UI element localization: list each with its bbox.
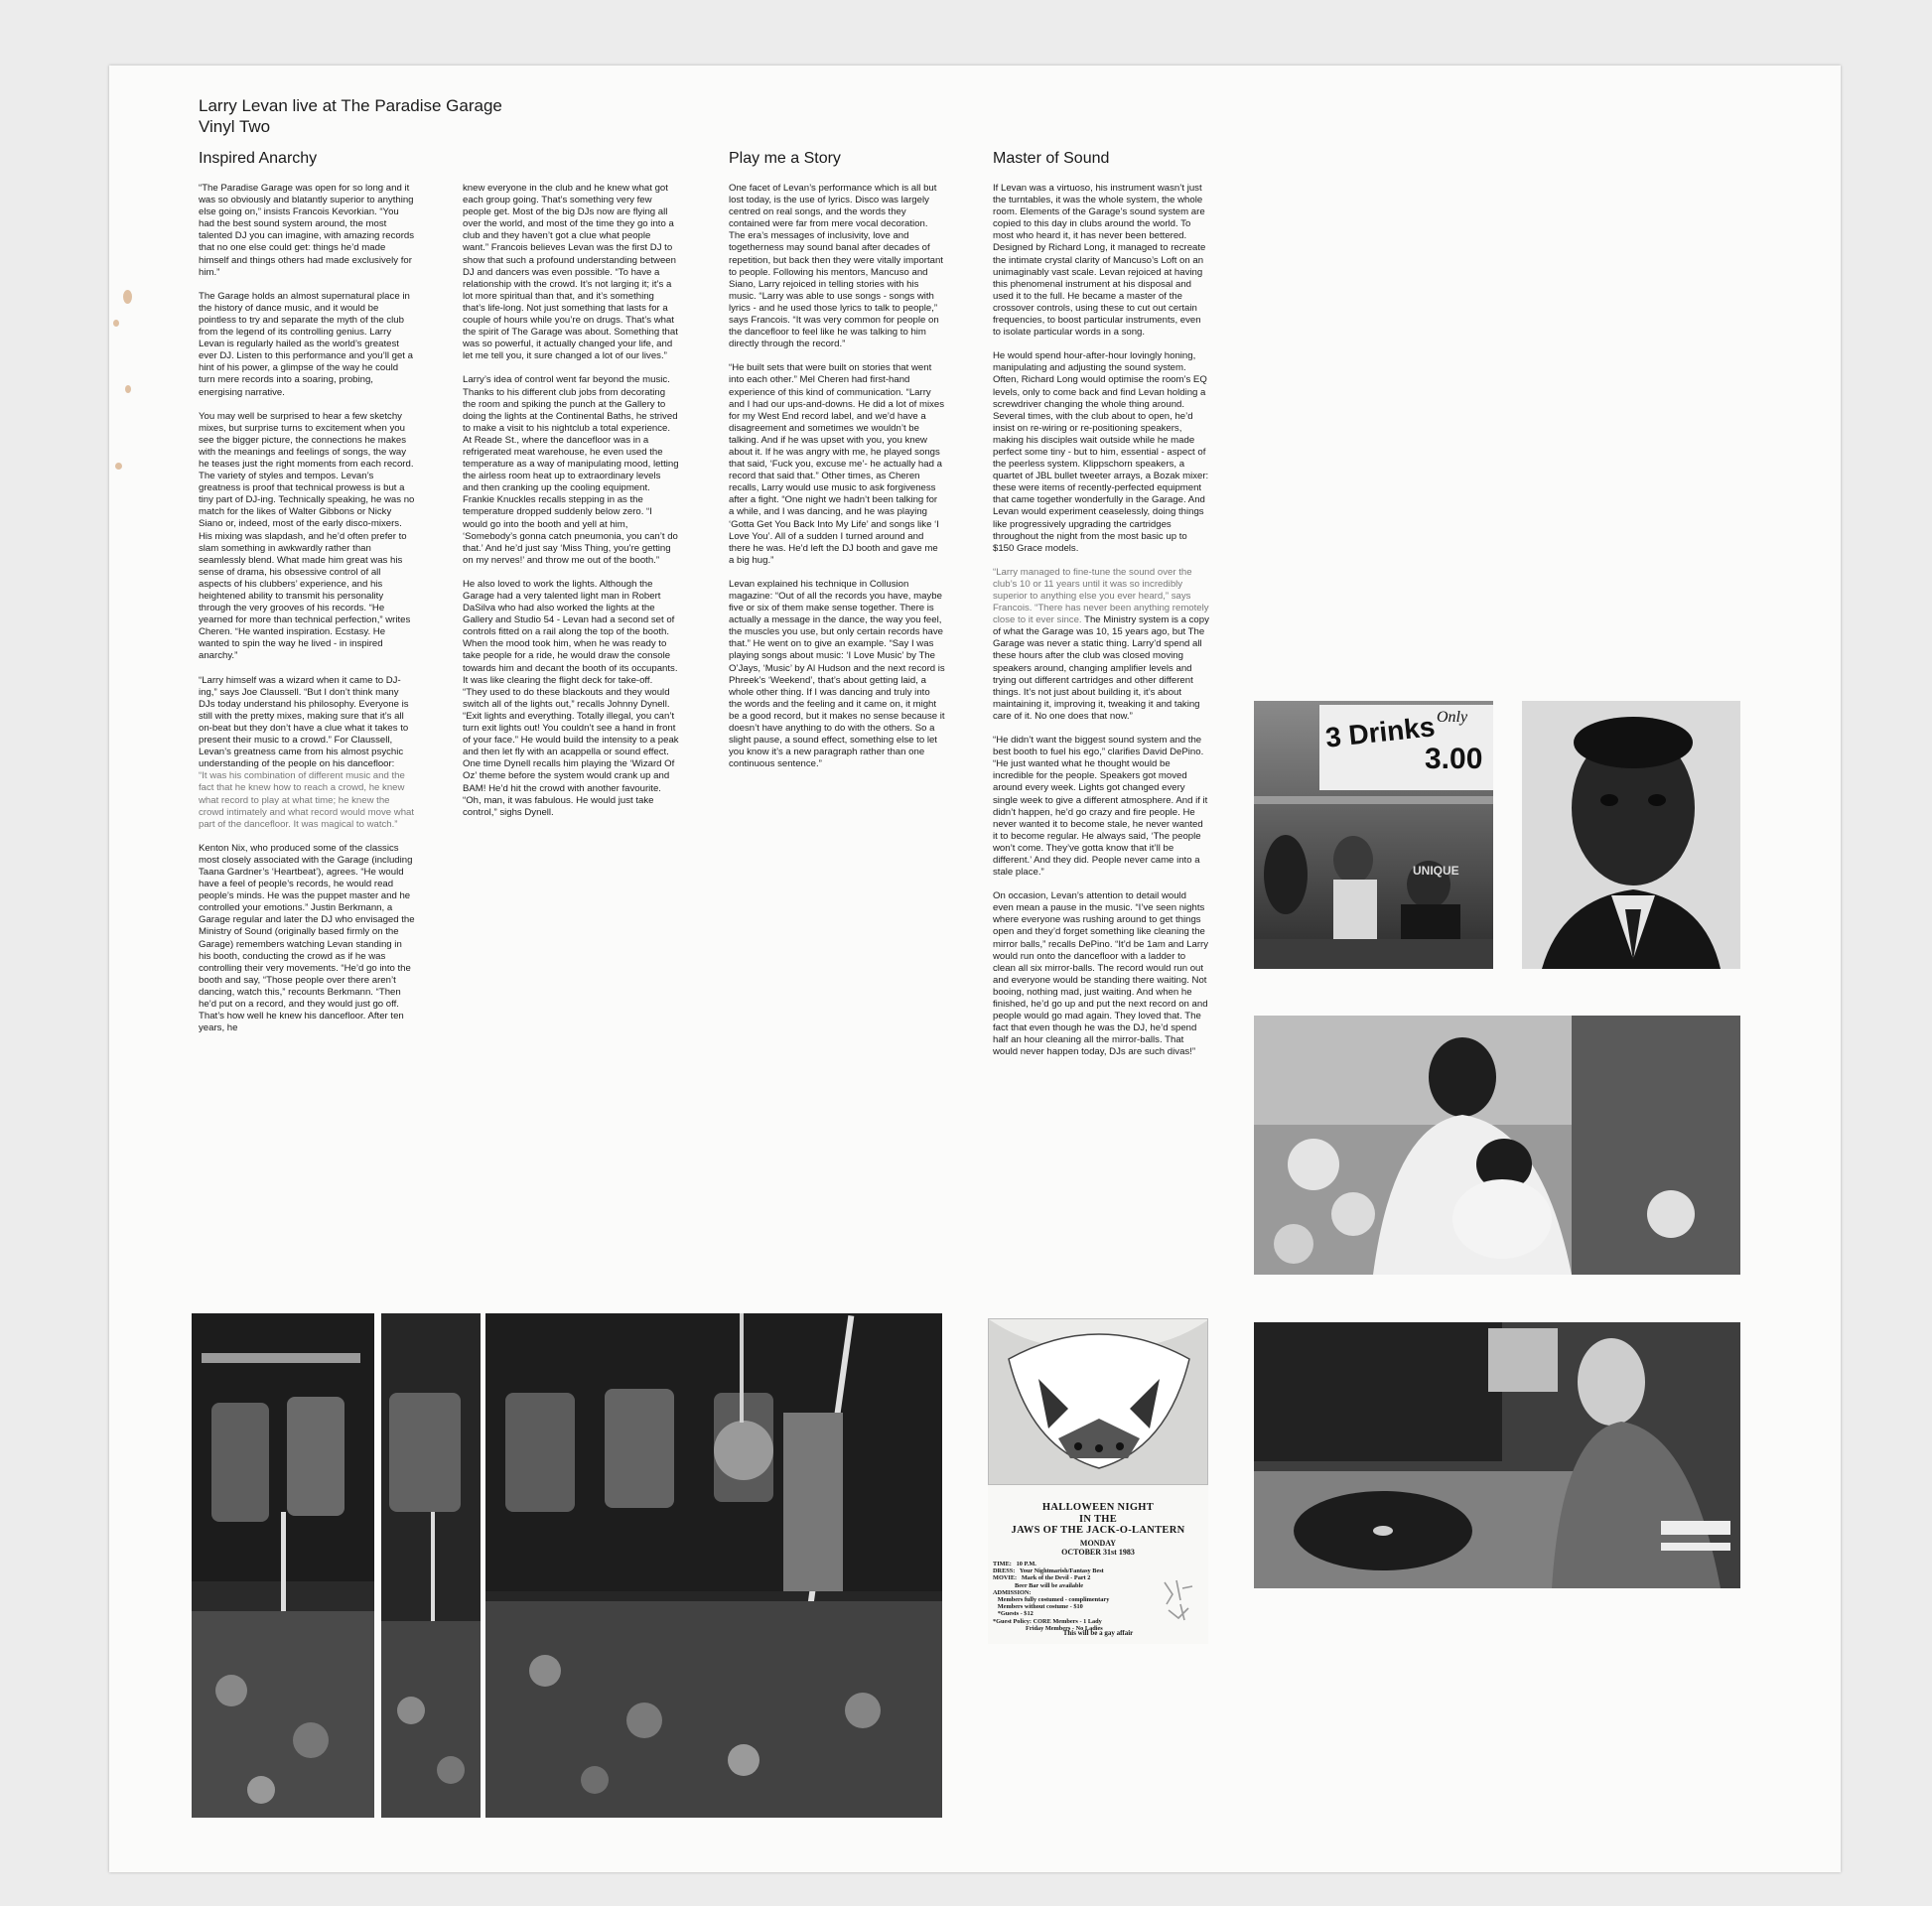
column-play-me-a-story — [729, 149, 945, 782]
photo-club-ceiling-right-art — [485, 1313, 942, 1818]
flyer-title-line3: JAWS OF THE JACK-O-LANTERN — [1011, 1525, 1185, 1536]
paragraph: Kenton Nix, who produced some of the classics most closely associated with the Garage (including Taana Gardner’s ‘Heartbeat’), agrees. “He would have a feel of people’s records, he would read people’s minds. He was the puppet master and he controlled your emotions.” Justin Berkmann, a Garage regular and later the DJ who envisaged the Ministry of Sound (originally based firmly on the Garage) remembers watching Levan standing in his booth, conducting the crowd as if he was controlling their very movements. “He’d go into the booth and say, “Those people over there aren’t dancing, watch this,” recounts Berkmann. “Then he’d put on a record, and they would just go off. That’s how well he knew his dancefloor. After ten years, he — [199, 842, 415, 1034]
flyer-detail-line: MOVIE: Mark of the Devil - Part 2 — [993, 1574, 1091, 1582]
stain-mark — [113, 320, 119, 327]
flyer-footer: This will be a gay affair — [1062, 1629, 1134, 1637]
column-master-of-sound — [993, 149, 1209, 1070]
sign-text-small: Only — [1437, 709, 1468, 726]
quote-paragraph — [993, 567, 1209, 723]
stain-mark — [115, 463, 122, 470]
flyer-detail-line: Beer Bar will be available — [993, 1581, 1084, 1589]
flyer-detail-line: DRESS: Your Nightmarish/Fantasy Best — [993, 1567, 1104, 1575]
flyer-detail-line: *Guests - $12 — [993, 1610, 1034, 1618]
album-subtitle: Vinyl Two — [199, 117, 271, 136]
flyer-title-line2: IN THE — [1078, 1513, 1118, 1525]
paragraph: Levan explained his technique in Collusion magazine: “Out of all the records you have, maybe five or six of them make sense together. There is actually a message in the dance, the way you feel, the muscles you use, but only certain records have that.” He went on to give an example. “Say I was playing songs about music: ‘I Love Music’ by The O’Jays, ‘Music’ by Al Hudson and the next record is Phreek’s ‘Weekend’, that’s about getting laid, a whole other thing. If I was dancing and truly into the words and the feeling and it came on, it might be a good record, but it makes no sense because it doesn’t have anything to do with the others. So a slight pause, a sound effect, something else to let you know it’s a new paragraph rather than one continuous sentence.” — [729, 578, 945, 770]
paragraph: One facet of Levan’s performance which is all but lost today, is the use of lyrics. Disco was largely centred on real songs, and the words they contained were far from mere vocal decoration. The era’s messages of inclusivity, love and togetherness may sound banal after decades of repetition, but back then they were vitally important to people. Following his mentors, Mancuso and Siano, Larry rejoiced in telling stories with his music. “Larry was able to use songs - songs with lyrics - and he used those lyrics to talk to people,” says Francois. “It was very common for people on the dancefloor to feel like he was talking to him directly through the record.” — [729, 183, 943, 350]
photo-mother-baby-art — [1254, 1016, 1740, 1275]
paragraph: knew everyone in the club and he knew what got each group going. That’s something very few people get. Most of the big DJs now are flying all over the world, and most of the time they go into a club and they haven’t got a clue what people want.” Francois believes Levan was the first DJ to show that such a profound understanding between DJ and dancers was even possible. “To have a relationship with the crowd. It’s not larging it; it’s a lot more spiritual than that, and it’s something that’s life-long. Not just something that lasts for a couple of hours while you’re on drugs. That’s what the spirit of The Garage was about. Something that was so powerful, it actually changed your life, and let me tell you, it sure changed a lot of our lives.” — [463, 183, 678, 362]
paragraph: “He built sets that were built on stories that went into each other.” Mel Cheren had first-hand experience of this kind of communication. “Larry and I had our ups-and-downs. He did a lot of mixes for my West End record label, and we’d have a disagreement and sometimes we wouldn’t be talking. And if he was upset with you, you knew about it. If he was angry with me, he played songs that said, ‘Fuck you, excuse me’- he actually had a record that said that.” Other times, as Cheren recalls, Larry would use music to ask forgiveness after a fight. “One night we hadn’t been talking for a while, and I was dancing, and he was playing ‘Gotta Get You Back Into My Life’ and songs like ‘I Love You’. All of a sudden I turned around and there he was. He’d left the DJ booth and gave me a big hug.” — [729, 362, 945, 566]
photo-boy-portrait — [1522, 701, 1740, 969]
photo-club-ceiling-right — [485, 1313, 942, 1818]
paragraph: He also loved to work the lights. Although the Garage had a very talented light man in Robert DaSilva who had also worked the lights at the Gallery and Studio 54 - Levan had a second set of controls fitted on a rail along the top of the booth. When the mood took him, when he was ready to take people for a ride, he would draw the console towards him and decant the booth of its occupants. It was like clearing the flight deck for take-off. “They used to do these blackouts and they would switch all of the lights out,” recalls Johnny Dynell. “Exit lights and everything. Totally illegal, you can’t turn exit lights out! You couldn’t see a hand in front of your face.” He would build the intensity to a peak and then let fly with an acappella or sound effect. One time Dynell recalls him playing the ‘Wizard Of Oz’ theme before the system would crank up and BAM! He’d hit the crowd with another favourite. “Oh, man, it was fabulous. He would just take control,” sighs Dynell. — [463, 578, 679, 818]
flyer-detail-line: Friday Members - No Ladies — [993, 1624, 1103, 1632]
paragraph: “He didn’t want the biggest sound system and the best booth to fuel his ego,” clarifies David DePino. “He just wanted what he thought would be incredible for the people. Speakers got moved around every week. Lights got changed every single week to give a different atmosphere. And if it didn’t happen, he’d go crazy and fire people. He never wanted it to become stale, he never wanted it to become regular. He always said, ‘The people won’t come. They’ve gotta know that it’ll be different.’ And they did. People never came into a stale place.” — [993, 735, 1208, 879]
stain-mark — [125, 385, 131, 393]
flyer-title — [988, 1502, 1208, 1537]
flyer-detail-line: Members fully costumed - complimentary — [993, 1596, 1110, 1604]
sign-text-main: 3 Drinks — [1323, 711, 1437, 753]
flyer-title-line1: HALLOWEEN NIGHT — [1041, 1502, 1155, 1513]
paragraph: On occasion, Levan’s attention to detail would even mean a pause in the music. “I’ve seen nights where everyone was rushing around to get things open and they’d forget something like cleaning the mirror balls,” recalls DePino. “It’d be 1am and Larry would run onto the dancefloor with a ladder to clean all six mirror-balls. The record would run out and everyone would be standing there waiting. Not booing, nothing mad, just waiting. And when he finished, he’d go up and put the next record on and people would go mad again. They loved that. The fact that even though he was the DJ, he’d spend half an hour cleaning all the mirror-balls. That would never happen today, DJs are such divas!” — [993, 890, 1209, 1058]
paragraph: “The Paradise Garage was open for so long and it was so obviously and blatantly superior to anything else going on,” insists Francois Kevorkian. “You had the best sound system around, the most talented DJ you can imagine, with amazing records that no one else could get: things he’d made himself and things others had made exclusively for him.” — [199, 183, 415, 278]
section-heading: Play me a Story — [729, 150, 841, 167]
shirt-text: UNIQUE — [1413, 864, 1459, 878]
flyer-detail-line: TIME: 10 P.M. — [993, 1561, 1036, 1567]
column-inspired-anarchy — [199, 149, 415, 1046]
flyer-day: MONDAY — [1079, 1539, 1117, 1548]
photo-mother-baby — [1254, 1016, 1740, 1275]
paragraph: You may well be surprised to hear a few sketchy mixes, but surprise turns to excitement when you see the bigger picture, the connections he makes with the meanings and feelings of songs, the way he teases just the right moments from each record. The variety of styles and tempos. Levan’s greatness is proof that technical prowess is but a tiny part of DJ-ing. Technically speaking, he was no match for the likes of Walter Gibbons or Nicky Siano or, indeed, most of the early disco-mixers. His mixing was slapdash, and he’d often prefer to slam something in awkwardly rather than seamlessly blend. What made him great was his sense of drama, his obsessive control of all aspects of his clubbers’ experience, and his heightened ability to transmit his personality through the very grooves of his records. “He yearned for more than technical perfection,” writes Cheren. “He wanted inspiration. Ecstasy. He wanted to spin the way he lived - in inspired anarchy.” — [199, 410, 415, 662]
photo-club-ceiling-left — [192, 1313, 374, 1818]
paragraph: He would spend hour-after-hour lovingly honing, manipulating and adjusting the sound system. Often, Richard Long would optimise the room’s EQ levels, only to come back and find Levan holding a screwdriver changing the whole thing around. Several times, with the club about to open, he’d insist on re-wiring or re-positioning speakers, making his disciples wait outside while he made perfect some tiny - but to him, essential - aspect of the peerless system. Klippschorn speakers, a quartet of JBL bullet tweeter arrays, a Bozak mixer: these were items of recently-perfected equipment that came together wonderfully in the Garage. And Levan would experiment ceaselessly, doing things like progressively upgrading the cartridges throughout the night from the most basic up to $150 Grace models. — [993, 350, 1209, 554]
flyer-artwork — [988, 1318, 1208, 1485]
paragraph: The Garage holds an almost supernatural place in the history of dance music, and it would be pointless to try and separate the myth of the club from the legend of its controlling genius. Larry Levan is regularly hailed as the world’s greatest ever DJ. Listen to this performance and you’ll get a hint of his power, a glimpse of the way he could turn mere records into a soaring, probing, energising narrative. — [199, 290, 413, 398]
flyer-detail-line: ADMISSION: — [993, 1588, 1032, 1596]
photo-dj-booth-art — [1254, 1322, 1740, 1588]
quote-gray: “Larry managed to fine-tune the sound over the club’s 10 or 11 years until it was so incredibly superior to anything else you ever heard,” says Francois. “There has never been anything remotely close to it ever since. — [993, 566, 1209, 626]
section-heading: Inspired Anarchy — [199, 150, 318, 167]
flyer-date — [988, 1539, 1208, 1557]
quote-rest: The Ministry system is a copy of what the Garage was 10, 15 years ago, but The Garage was never a static thing. Larry’d spend all these hours after the club was closed moving speakers around, changing amplifier levels and trying out different cartridges and other different things. It’s not just about building it, it’s about maintaining it, improving it, tweaking it and taking care of it. No one does that now.” — [993, 614, 1209, 722]
flyer-detail-line: *Guest Policy: CORE Members - 1 Lady — [993, 1617, 1102, 1625]
photo-boy-portrait-art — [1522, 701, 1740, 969]
photo-club-ceiling-middle — [381, 1313, 481, 1818]
paragraph: Larry’s idea of control went far beyond the music. Thanks to his different club jobs from decorating the room and spiking the punch at the Gallery to doing the lights at the Continental Baths, he strived to make a visit to his nightclub a total experience. At Reade St., where the dancefloor was in a refrigerated meat warehouse, he even used the temperature as a way of manipulating mood, letting the airless room heat up to extraordinary levels and then cranking up the cooling equipment. Frankie Knuckles recalls stepping in as the temperature dropped suddenly below zero. “I would go into the booth and yell at him, ‘Somebody’s gonna catch pneumonia, you can’t do that.’ And he’d just say ‘Miss Thing, you’re getting on my nerves!’ and throw me out of the booth.” — [463, 374, 679, 566]
album-title: Larry Levan live at The Paradise Garage — [199, 96, 502, 115]
jack-o-lantern-art — [989, 1319, 1208, 1485]
handwritten-signature — [1159, 1574, 1198, 1624]
flyer-detail-line: Members without costume - $10 — [993, 1603, 1083, 1611]
quote: “It was his combination of different music and the fact that he knew how to reach a crowd, he knew what record to play at what time; he knew the crowd intimately and what record would move what part of the dancefloor. It was magical to watch.” — [199, 770, 415, 830]
photo-dj-booth — [1254, 1322, 1740, 1588]
paragraph: “Larry himself was a wizard when it came to DJ-ing,” says Joe Claussell. “But I don’t think many DJs today understand his philosophy. Everyone is still with the pretty mixes, making sure that it’s all on-beat but they don’t have a clue what it takes to present their music to a crowd.” For Claussell, Levan’s greatness came from his almost psychic understanding of the people on his dancefloor: — [199, 674, 409, 770]
flyer-date-text: OCTOBER 31st 1983 — [1061, 1548, 1135, 1557]
paragraph: If Levan was a virtuoso, his instrument wasn’t just the turntables, it was the whole system, the whole room. Elements of the Garage’s sound system are copied to this day in clubs around the world. To most who heard it, it has never been bettered. Designed by Richard Long, it managed to recreate the intimate crystal clarity of Mancuso’s Loft on an unimaginably vast scale. Levan rejoiced at having this phenomenal instrument at his disposal and used it to the full. He became a master of the crossover controls, using these to cut out certain frequencies, to boost particular instruments, even to isolate particular words in a song. — [993, 183, 1206, 339]
column-two — [463, 183, 679, 831]
photo-club-sign — [1254, 701, 1493, 969]
stain-mark — [123, 290, 132, 304]
album-header — [199, 95, 502, 137]
section-heading: Master of Sound — [993, 150, 1110, 167]
photo-club-ceiling-middle-art — [381, 1313, 481, 1818]
sign-text-price: 3.00 — [1425, 743, 1483, 775]
photo-club-ceiling-left-art — [192, 1313, 374, 1818]
halloween-flyer — [988, 1318, 1208, 1644]
